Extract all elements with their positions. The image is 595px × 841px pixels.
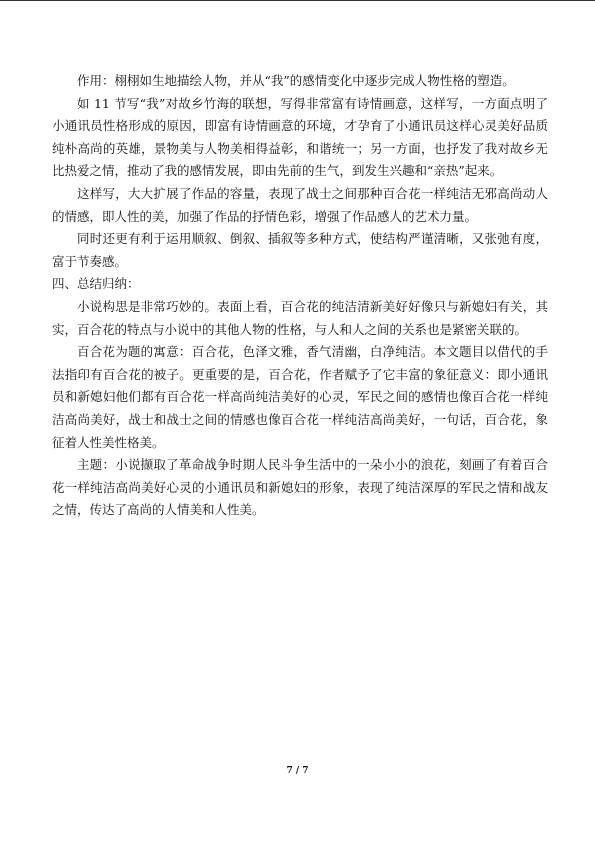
paragraph-capacity: 这样写，大大扩展了作品的容量，表现了战士之间那种百合花一样纯洁无邪高尚动人的情感，即人性的美，加强了作品的抒情色彩，增强了作品感人的艺术力量。 xyxy=(52,185,548,224)
paragraph-title-meaning: 百合花为题的寓意：百合花，色泽文雅，香气清幽，白净纯洁。本文题目以借代的手法指印有百合花的被子。更重要的是，百合花，作者赋予了它丰富的象征意义：即小通讯员和新媳妇他们都有百合花一样高尚纯洁美好的心灵，军民之间的感情也像百合花一样纯洁高尚美好，战士和战士之间的情感也像百合花一样纯洁高尚美好，一句话，百合花，象征着人性美性格美。 xyxy=(52,344,548,450)
document-body xyxy=(52,70,548,522)
section-heading-summary: 四、总结归纳： xyxy=(52,276,140,292)
paragraph-effect: 作用：栩栩如生地描绘人物，并从“我”的感情变化中逐步完成人物性格的塑造。 xyxy=(77,73,515,88)
paragraph-theme: 主题：小说撷取了革命战争时期人民斗争生活中的一朵小小的浪花，刻画了有着百合花一样纯洁高尚美好心灵的小通讯员和新媳妇的形象，表现了纯洁深厚的军民之情和战友之情，传达了高尚的人情美和人性美。 xyxy=(52,457,548,518)
paragraph-structure: 同时还更有利于运用顺叙、倒叙、插叙等多种方式，使结构严谨清晰，又张弛有度，富于节奏感。 xyxy=(52,231,548,269)
paragraph-bamboo-sea: 如 11 节写“我”对故乡竹海的联想，写得非常富有诗情画意，这样写，一方面点明了小通讯员性格形成的原因，即富有诗情画意的环境，才孕育了小通讯员这样心灵美好品质纯朴高尚的英雄，景物美与人物美相得益彰，和谐统一；另一方面，也抒发了我对故乡无比热爱之情，推动了我的感情发展，即由先前的生气，到发生兴趣和“亲热”起来。 xyxy=(52,95,548,179)
header-rule xyxy=(0,0,595,1)
page-number: 7 / 7 xyxy=(286,766,309,776)
paragraph-conception: 小说构思是非常巧妙的。表面上看，百合花的纯洁清新美好好像只与新媳妇有关，其实，百合花的特点与小说中的其他人物的性格，与人和人之间的关系也是紧密关联的。 xyxy=(52,298,548,337)
